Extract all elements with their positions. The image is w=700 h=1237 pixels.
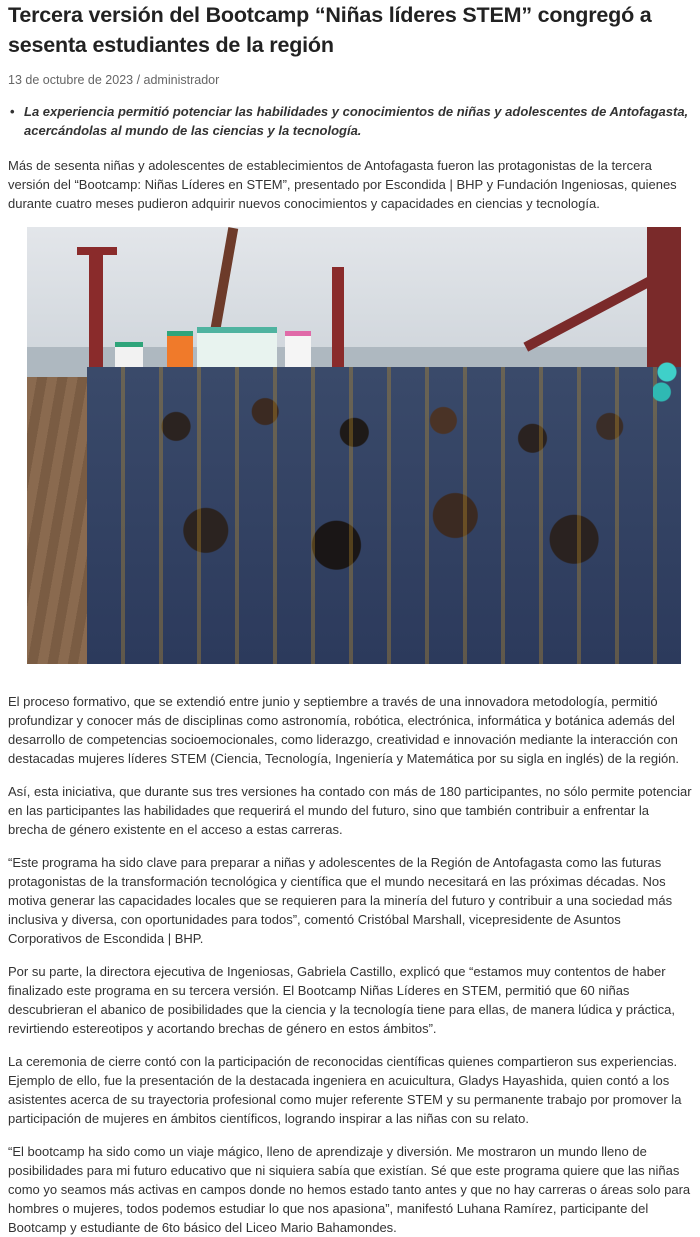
paragraph-2: El proceso formativo, que se extendió entre junio y septiembre a través de una innovadora metodología, permitió profundizar y conocer más de disciplinas como astronomía, robótica, electrónica, informática y botánica además del desarrollo de competencias socioemocionales, como liderazgo, creatividad e innovación mediante la interacción con destacadas mujeres líderes STEM (Ciencia, Tecnología, Ingeniería y Matemática por su sigla en inglés) de la región. <box>8 694 680 766</box>
event-photo <box>27 227 681 664</box>
paragraph-4: “Este programa ha sido clave para preparar a niñas y adolescentes de la Región de Antofagasta como las futuras protagonistas de la transformación tecnológica y científica que el mundo necesitará en las próximas décadas. Nos motiva generar las capacidades locales que se requieren para la minería del futuro y contribuir a una sociedad más inclusiva y diversa, con oportunidades para todos”, comentó Cristóbal Marshall, vicepresidente de Asuntos Corporativos de Escondida | BHP. <box>8 855 673 946</box>
article-meta <box>8 72 692 88</box>
balloons <box>653 357 681 407</box>
paragraph-5: Por su parte, la directora ejecutiva de Ingeniosas, Gabriela Castillo, explicó que “estamos muy contentos de haber finalizado este programa en su tercera versión. El Bootcamp Niñas Líderes en STEM, permitió que 60 niñas descubrieran el abanico de posibilidades que la ciencia y la tecnología tiene para ellas, de manera lúdica y práctica, revirtiendo estereotipos y acortando brechas de género en estos ámbitos”. <box>8 964 676 1036</box>
author-link[interactable]: administrador <box>143 73 220 87</box>
audience-chairs <box>87 367 681 664</box>
meta-separator: / <box>133 73 144 87</box>
paragraph-6: La ceremonia de cierre contó con la participación de reconocidas científicas quienes compartieron sus experiencias. Ejemplo de ello, fue la presentación de la destacada ingeniera en acuicultura, Gladys Hayashida, quien contó a los asistentes acerca de su trayectoria profesional como mujer referente STEM y su permanente trabajo por promover la participación de mujeres en ámbitos científicos, logrando inspirar a las niñas con su relato. <box>8 1054 682 1126</box>
paragraph-1: Más de sesenta niñas y adolescentes de establecimientos de Antofagasta fueron las protagonistas de la tercera versión del “Bootcamp: Niñas Líderes en STEM”, presentado por Escondida | BHP y Fundación Ingeniosas, quienes durante cuatro meses pudieron adquirir nuevos conocimientos y capacidades en ciencias y tecnología. <box>8 158 677 211</box>
paragraph-3: Así, esta iniciativa, que durante sus tres versiones ha contado con más de 180 participantes, no sólo permite potenciar en las participantes las habilidades que requerirá el mundo del futuro, sino que también contribuir a enfrentar la brecha de género existente en el acceso a estas carreras. <box>8 784 692 837</box>
summary-list <box>8 102 692 140</box>
paragraph-7: “El bootcamp ha sido como un viaje mágico, lleno de aprendizaje y diversión. Me mostraron un mundo lleno de posibilidades para mi futuro educativo que ni siquiera sabía que existían. Sé que este programa quiere que las niñas como yo seamos más activas en campos donde no hemos estado tanto antes y que no hay carreras o áreas solo para hombres o mujeres, todos podemos estudiar lo que nos apasiona”, manifestó Luhana Ramírez, participante del Bootcamp y estudiante de 6to básico del Liceo Mario Bahamondes. <box>8 1144 691 1235</box>
crane-left <box>89 247 103 367</box>
crane-center <box>332 267 344 367</box>
article-title: Tercera versión del Bootcamp “Niñas líderes STEM” congregó a sesenta estudiantes de la región <box>8 3 652 57</box>
crane-left-arm <box>77 247 117 255</box>
summary-item: • La experiencia permitió potenciar las habilidades y conocimientos de niñas y adolescentes de Antofagasta, acercándolas al mundo de las ciencias y la tecnología. <box>24 102 692 140</box>
publish-date: 13 de octubre de 2023 <box>8 73 134 87</box>
